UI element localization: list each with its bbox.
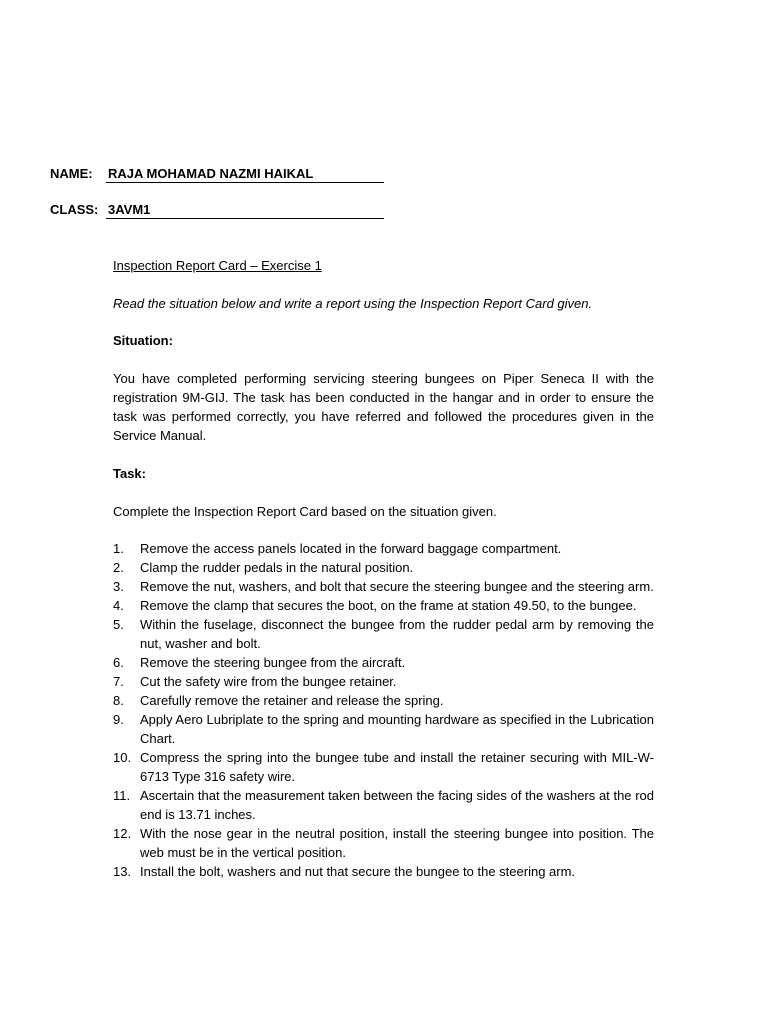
step-text: Ascertain that the measurement taken between the facing sides of the washers at the rod end is 13.71 inches. — [140, 788, 654, 822]
list-item — [113, 653, 654, 672]
list-item — [113, 539, 654, 558]
step-number: 4. — [113, 598, 124, 613]
step-text: Within the fuselage, disconnect the bungee from the rudder pedal arm by removing the nut, washer and bolt. — [140, 617, 654, 651]
task-text: Complete the Inspection Report Card based on the situation given. — [113, 504, 497, 519]
step-text: With the nose gear in the neutral position, install the steering bungee into position. The web must be in the vertical position. — [140, 826, 654, 860]
list-item — [113, 672, 654, 691]
list-item — [113, 786, 654, 824]
step-number: 6. — [113, 655, 124, 670]
step-number: 10. — [113, 750, 132, 765]
list-item — [113, 748, 654, 786]
name-row — [50, 166, 314, 182]
situation-heading: Situation: — [113, 333, 173, 348]
class-value: 3AVM1 — [106, 202, 384, 219]
step-text: Carefully remove the retainer and release the spring. — [140, 693, 444, 708]
instruction-text: Read the situation below and write a report using the Inspection Report Card given. — [113, 296, 593, 311]
list-item — [113, 710, 654, 748]
step-number: 12. — [113, 826, 132, 841]
name-value: RAJA MOHAMAD NAZMI HAIKAL — [106, 166, 384, 183]
step-text: Remove the access panels located in the forward baggage compartment. — [140, 541, 562, 556]
name-label: NAME: — [50, 166, 93, 181]
list-item — [113, 862, 654, 881]
step-text: Remove the steering bungee from the aircraft. — [140, 655, 406, 670]
step-text: Install the bolt, washers and nut that secure the bungee to the steering arm. — [140, 864, 576, 879]
step-text: Remove the nut, washers, and bolt that secure the steering bungee and the steering arm. — [140, 579, 654, 594]
task-heading: Task: — [113, 466, 146, 481]
procedure-steps-list — [113, 539, 654, 881]
list-item — [113, 577, 654, 596]
class-label: CLASS: — [50, 202, 99, 217]
list-item — [113, 596, 654, 615]
step-number: 7. — [113, 674, 124, 689]
list-item — [113, 691, 654, 710]
step-number: 8. — [113, 693, 124, 708]
list-item — [113, 558, 654, 577]
step-text: Cut the safety wire from the bungee retainer. — [140, 674, 397, 689]
list-item — [113, 615, 654, 653]
step-number: 13. — [113, 864, 132, 879]
step-text: Remove the clamp that secures the boot, on the frame at station 49.50, to the bungee. — [140, 598, 637, 613]
class-row — [50, 202, 151, 218]
step-number: 1. — [113, 541, 124, 556]
step-number: 11. — [113, 788, 131, 803]
step-number: 3. — [113, 579, 124, 594]
step-number: 9. — [113, 712, 124, 727]
document-title: Inspection Report Card – Exercise 1 — [113, 258, 322, 273]
step-number: 5. — [113, 617, 124, 632]
list-item — [113, 824, 654, 862]
step-text: Apply Aero Lubriplate to the spring and mounting hardware as specified in the Lubrication Chart. — [140, 712, 654, 746]
step-number: 2. — [113, 560, 124, 575]
step-text: Compress the spring into the bungee tube and install the retainer securing with MIL-W-6713 Type 316 safety wire. — [140, 750, 654, 784]
step-text: Clamp the rudder pedals in the natural position. — [140, 560, 414, 575]
situation-text: You have completed performing servicing steering bungees on Piper Seneca II with the registration 9M-GIJ. The task has been conducted in the hangar and in order to ensure the task was performed correctly, you have referred and followed the procedures given in the Service Manual. — [113, 371, 654, 443]
